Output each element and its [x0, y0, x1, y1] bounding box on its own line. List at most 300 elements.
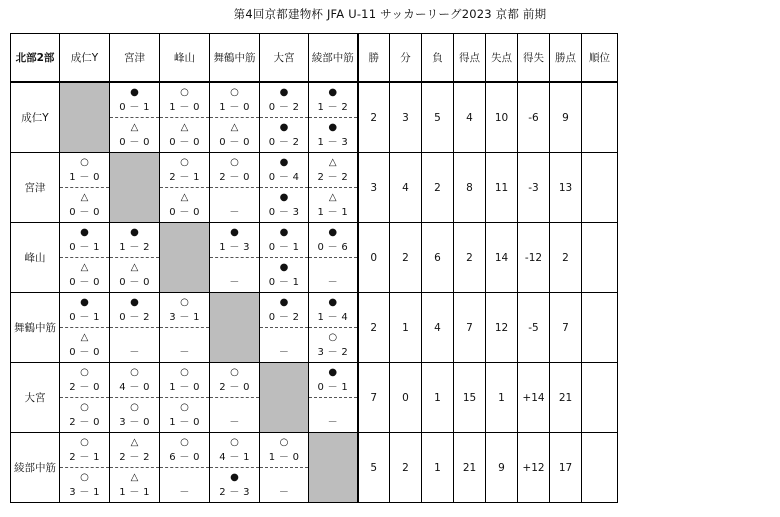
stat-cell: 2: [358, 293, 390, 363]
result-symbol: △: [328, 192, 337, 203]
match-score: 2 － 2: [317, 172, 349, 183]
match-score: 1 － 0: [169, 102, 200, 113]
leg-divider: [210, 397, 259, 398]
result-symbol: ○: [80, 437, 89, 448]
result-symbol: [309, 401, 357, 414]
match-cell: [260, 433, 309, 503]
stat-cell: 14: [486, 223, 518, 293]
leg-divider: [260, 187, 308, 188]
stat-cell: 13: [550, 153, 582, 223]
self-match-cell: [110, 153, 160, 223]
second-leg: [309, 188, 357, 222]
team-col-header: 峰山: [160, 34, 210, 83]
second-leg: [160, 398, 209, 432]
match-score: 0 － 3: [268, 207, 300, 218]
second-leg: [110, 118, 159, 152]
first-leg: [309, 363, 357, 397]
stat-col-header: 得点: [454, 34, 486, 83]
result-symbol: ○: [80, 157, 89, 168]
match-score: 0 － 2: [268, 312, 300, 323]
stat-col-header: 勝: [358, 34, 390, 83]
result-symbol: ●: [279, 262, 289, 273]
result-symbol: [260, 331, 308, 344]
match-cell: [160, 82, 210, 153]
division-label: 北部2部: [11, 34, 60, 83]
stat-cell: -3: [518, 153, 550, 223]
header-row: [11, 34, 618, 83]
result-symbol: ●: [279, 192, 289, 203]
result-symbol: ○: [230, 87, 239, 98]
match-cell: [260, 153, 309, 223]
match-cell: [160, 363, 210, 433]
result-symbol: ●: [130, 297, 139, 308]
match-score: 1 － 4: [317, 312, 349, 323]
result-symbol: ○: [180, 87, 189, 98]
leg-divider: [110, 397, 159, 398]
first-leg: [110, 363, 159, 397]
table-row: [11, 153, 618, 223]
stat-cell: 3: [390, 82, 422, 153]
result-symbol: △: [80, 332, 89, 343]
leg-divider: [210, 117, 259, 118]
stat-cell: 3: [358, 153, 390, 223]
match-score: 0 － 0: [69, 277, 100, 288]
match-score: －: [229, 277, 240, 288]
second-leg: [110, 258, 159, 292]
stat-cell: 4: [454, 82, 486, 153]
match-score: 0 － 1: [69, 312, 100, 323]
stat-cell: 1: [486, 363, 518, 433]
stat-cell: -12: [518, 223, 550, 293]
leg-divider: [160, 117, 209, 118]
stat-cell: 11: [486, 153, 518, 223]
second-leg: [210, 468, 259, 502]
result-symbol: ○: [279, 437, 289, 448]
first-leg: [60, 153, 109, 187]
match-cell: [60, 153, 110, 223]
stat-cell: 1: [422, 363, 454, 433]
team-row-header: 舞鶴中筋: [11, 293, 60, 363]
first-leg: [210, 223, 259, 257]
match-cell: [210, 82, 260, 153]
result-symbol: ○: [180, 157, 189, 168]
first-leg: [210, 363, 259, 397]
result-symbol: ○: [80, 367, 89, 378]
first-leg: [160, 363, 209, 397]
result-symbol: [309, 261, 357, 274]
result-symbol: ●: [279, 157, 289, 168]
stat-col-header: 勝点: [550, 34, 582, 83]
second-leg: [210, 188, 259, 222]
leg-divider: [260, 467, 308, 468]
result-symbol: ○: [180, 367, 189, 378]
second-leg: [60, 398, 109, 432]
match-cell: [309, 223, 358, 293]
leg-divider: [160, 397, 209, 398]
match-score: 2 － 2: [119, 452, 150, 463]
match-score: 0 － 1: [317, 382, 349, 393]
second-leg: [210, 118, 259, 152]
stat-cell: 9: [486, 433, 518, 503]
match-score: 1 － 0: [169, 382, 200, 393]
match-score: －: [278, 487, 290, 498]
first-leg: [110, 223, 159, 257]
match-score: －: [327, 277, 338, 288]
standings-body: [11, 82, 618, 503]
stat-col-header: 負: [422, 34, 454, 83]
match-score: 4 － 1: [219, 452, 250, 463]
match-cell: [110, 293, 160, 363]
table-row: [11, 223, 618, 293]
match-score: 2 － 3: [219, 487, 250, 498]
second-leg: [60, 328, 109, 362]
first-leg: [210, 83, 259, 117]
result-symbol: △: [328, 157, 337, 168]
stat-col-header: 分: [390, 34, 422, 83]
second-leg: [60, 468, 109, 502]
result-symbol: [210, 191, 259, 204]
stat-cell: 9: [550, 82, 582, 153]
match-score: 0 － 1: [119, 102, 150, 113]
table-row: [11, 82, 618, 153]
team-row-header: 成仁Y: [11, 82, 60, 153]
stat-cell: [582, 433, 618, 503]
stat-cell: [582, 153, 618, 223]
stat-col-header: 順位: [582, 34, 618, 83]
leg-divider: [60, 397, 109, 398]
stat-cell: 21: [454, 433, 486, 503]
leg-divider: [260, 117, 308, 118]
match-score: 1 － 0: [268, 452, 300, 463]
result-symbol: ●: [230, 227, 239, 238]
stat-cell: 2: [454, 223, 486, 293]
match-cell: [210, 363, 260, 433]
match-cell: [309, 153, 358, 223]
team-row-header: 宮津: [11, 153, 60, 223]
second-leg: [160, 468, 209, 502]
match-score: 0 － 2: [268, 137, 300, 148]
stat-col-header: 失点: [486, 34, 518, 83]
result-symbol: [260, 471, 308, 484]
match-score: 2 － 0: [219, 172, 250, 183]
stat-cell: -5: [518, 293, 550, 363]
result-symbol: [160, 471, 209, 484]
match-score: 1 － 2: [317, 102, 349, 113]
match-score: 0 － 4: [268, 172, 300, 183]
stat-cell: 2: [550, 223, 582, 293]
result-symbol: [210, 401, 259, 414]
team-col-header: 舞鶴中筋: [210, 34, 260, 83]
leg-divider: [210, 187, 259, 188]
stat-cell: 2: [390, 433, 422, 503]
result-symbol: [210, 261, 259, 274]
leg-divider: [110, 467, 159, 468]
stat-cell: 21: [550, 363, 582, 433]
match-score: 4 － 0: [119, 382, 150, 393]
match-cell: [309, 363, 358, 433]
leg-divider: [160, 327, 209, 328]
match-score: －: [179, 347, 190, 358]
result-symbol: ●: [328, 87, 338, 98]
match-cell: [110, 223, 160, 293]
match-cell: [260, 82, 309, 153]
stat-cell: 6: [422, 223, 454, 293]
team-col-header: 宮津: [110, 34, 160, 83]
self-match-cell: [309, 433, 358, 503]
match-score: 3 － 0: [119, 417, 150, 428]
match-cell: [210, 153, 260, 223]
match-score: 3 － 2: [317, 347, 349, 358]
match-score: 3 － 1: [169, 312, 200, 323]
team-col-header: 大宮: [260, 34, 309, 83]
match-score: 2 － 0: [69, 382, 100, 393]
match-cell: [110, 433, 160, 503]
match-score: 0 － 2: [119, 312, 150, 323]
second-leg: [309, 258, 357, 292]
result-symbol: ●: [130, 87, 139, 98]
match-cell: [60, 223, 110, 293]
first-leg: [309, 153, 357, 187]
result-symbol: ○: [230, 367, 239, 378]
match-cell: [110, 363, 160, 433]
match-score: －: [179, 487, 190, 498]
team-col-header: 成仁Y: [60, 34, 110, 83]
stat-cell: 5: [422, 82, 454, 153]
match-score: 0 － 1: [69, 242, 100, 253]
result-symbol: ●: [80, 227, 89, 238]
result-symbol: △: [130, 437, 139, 448]
match-score: 0 － 0: [119, 137, 150, 148]
leg-divider: [309, 397, 357, 398]
result-symbol: ●: [328, 227, 338, 238]
first-leg: [260, 83, 308, 117]
first-leg: [260, 293, 308, 327]
match-cell: [160, 153, 210, 223]
first-leg: [110, 83, 159, 117]
table-row: [11, 433, 618, 503]
leg-divider: [110, 117, 159, 118]
leg-divider: [60, 257, 109, 258]
match-score: －: [229, 207, 240, 218]
first-leg: [160, 293, 209, 327]
stat-cell: [582, 223, 618, 293]
match-score: 0 － 0: [219, 137, 250, 148]
page-title: 第4回京都建物杯 JFA U-11 サッカーリーグ2023 京都 前期: [233, 7, 547, 21]
leg-divider: [60, 327, 109, 328]
match-cell: [160, 293, 210, 363]
first-leg: [260, 433, 308, 467]
match-score: 1 － 1: [317, 207, 349, 218]
first-leg: [210, 153, 259, 187]
match-score: －: [278, 347, 290, 358]
second-leg: [160, 118, 209, 152]
match-cell: [260, 293, 309, 363]
match-cell: [60, 293, 110, 363]
result-symbol: ○: [230, 157, 239, 168]
stat-cell: -6: [518, 82, 550, 153]
match-score: 0 － 0: [119, 277, 150, 288]
result-symbol: ●: [279, 87, 289, 98]
first-leg: [309, 83, 357, 117]
leg-divider: [309, 257, 357, 258]
match-score: 0 － 0: [169, 207, 200, 218]
first-leg: [160, 153, 209, 187]
match-score: 1 － 0: [219, 102, 250, 113]
stat-cell: 15: [454, 363, 486, 433]
result-symbol: ○: [180, 297, 189, 308]
leg-divider: [110, 327, 159, 328]
match-score: 2 － 0: [219, 382, 250, 393]
leg-divider: [160, 467, 209, 468]
self-match-cell: [260, 363, 309, 433]
second-leg: [210, 258, 259, 292]
match-score: 0 － 2: [268, 102, 300, 113]
stat-cell: 10: [486, 82, 518, 153]
result-symbol: ●: [130, 227, 139, 238]
first-leg: [160, 83, 209, 117]
match-score: 0 － 1: [268, 277, 300, 288]
result-symbol: ○: [130, 402, 139, 413]
stat-cell: [582, 82, 618, 153]
first-leg: [260, 153, 308, 187]
match-score: －: [129, 347, 140, 358]
stat-cell: 5: [358, 433, 390, 503]
stat-cell: 4: [390, 153, 422, 223]
match-cell: [60, 363, 110, 433]
second-leg: [60, 258, 109, 292]
result-symbol: ●: [328, 367, 338, 378]
match-cell: [309, 293, 358, 363]
result-symbol: ○: [80, 402, 89, 413]
stat-cell: 17: [550, 433, 582, 503]
match-score: －: [229, 417, 240, 428]
result-symbol: ●: [328, 297, 338, 308]
result-symbol: ●: [230, 472, 239, 483]
result-symbol: ●: [279, 297, 289, 308]
match-cell: [160, 433, 210, 503]
leg-divider: [210, 467, 259, 468]
first-leg: [260, 223, 308, 257]
team-row-header: 峰山: [11, 223, 60, 293]
leg-divider: [60, 187, 109, 188]
first-leg: [60, 433, 109, 467]
stat-cell: 8: [454, 153, 486, 223]
result-symbol: △: [180, 122, 189, 133]
first-leg: [60, 293, 109, 327]
match-cell: [260, 223, 309, 293]
first-leg: [309, 293, 357, 327]
leg-divider: [309, 117, 357, 118]
match-score: 2 － 0: [69, 417, 100, 428]
self-match-cell: [60, 82, 110, 153]
self-match-cell: [160, 223, 210, 293]
result-symbol: △: [80, 192, 89, 203]
stat-cell: [582, 363, 618, 433]
stat-cell: 0: [390, 363, 422, 433]
result-symbol: △: [130, 262, 139, 273]
match-cell: [210, 433, 260, 503]
result-symbol: △: [130, 122, 139, 133]
second-leg: [309, 328, 357, 362]
stat-cell: 0: [358, 223, 390, 293]
second-leg: [260, 258, 308, 292]
result-symbol: ●: [80, 297, 89, 308]
match-score: 1 － 3: [317, 137, 349, 148]
second-leg: [160, 328, 209, 362]
match-score: 1 － 1: [119, 487, 150, 498]
result-symbol: [160, 331, 209, 344]
match-score: 1 － 0: [69, 172, 100, 183]
result-symbol: ○: [130, 367, 139, 378]
leg-divider: [260, 327, 308, 328]
table-row: [11, 293, 618, 363]
match-score: 0 － 6: [317, 242, 349, 253]
second-leg: [260, 328, 308, 362]
first-leg: [309, 223, 357, 257]
second-leg: [160, 188, 209, 222]
result-symbol: ○: [328, 332, 338, 343]
result-symbol: △: [80, 262, 89, 273]
stat-cell: 12: [486, 293, 518, 363]
result-symbol: ○: [230, 437, 239, 448]
second-leg: [309, 118, 357, 152]
leg-divider: [309, 327, 357, 328]
stat-cell: [582, 293, 618, 363]
match-score: 0 － 0: [69, 347, 100, 358]
league-table: [10, 33, 618, 503]
match-cell: [210, 223, 260, 293]
stat-cell: +14: [518, 363, 550, 433]
match-score: 2 － 1: [169, 172, 200, 183]
first-leg: [210, 433, 259, 467]
stat-cell: 1: [390, 293, 422, 363]
first-leg: [160, 433, 209, 467]
second-leg: [60, 188, 109, 222]
self-match-cell: [210, 293, 260, 363]
second-leg: [210, 398, 259, 432]
stat-cell: 1: [422, 433, 454, 503]
second-leg: [260, 188, 308, 222]
stat-cell: +12: [518, 433, 550, 503]
stat-cell: 7: [454, 293, 486, 363]
match-score: 1 － 2: [119, 242, 150, 253]
leg-divider: [260, 257, 308, 258]
first-leg: [110, 293, 159, 327]
result-symbol: ●: [279, 122, 289, 133]
second-leg: [309, 398, 357, 432]
match-score: 2 － 1: [69, 452, 100, 463]
match-score: 0 － 1: [268, 242, 300, 253]
leg-divider: [60, 467, 109, 468]
leg-divider: [309, 187, 357, 188]
team-row-header: 綾部中筋: [11, 433, 60, 503]
match-score: －: [327, 417, 338, 428]
result-symbol: △: [180, 192, 189, 203]
match-score: 1 － 3: [219, 242, 250, 253]
stat-cell: 2: [422, 153, 454, 223]
leg-divider: [160, 187, 209, 188]
first-leg: [60, 363, 109, 397]
result-symbol: ●: [279, 227, 289, 238]
result-symbol: ●: [328, 122, 338, 133]
result-symbol: ○: [180, 402, 189, 413]
stat-col-header: 得失: [518, 34, 550, 83]
second-leg: [110, 328, 159, 362]
result-symbol: △: [230, 122, 239, 133]
second-leg: [110, 398, 159, 432]
match-cell: [60, 433, 110, 503]
stat-cell: 2: [390, 223, 422, 293]
